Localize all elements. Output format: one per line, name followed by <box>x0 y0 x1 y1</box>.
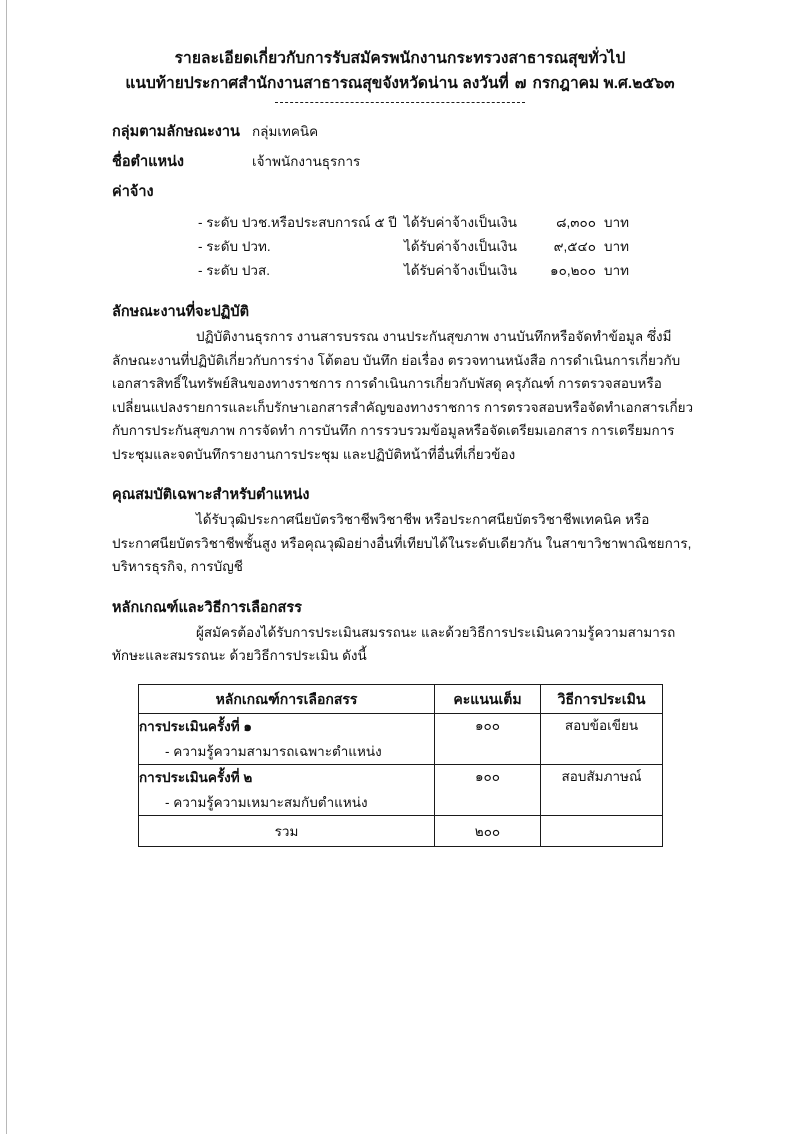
wage-text: ได้รับค่าจ้างเป็นเงิน <box>404 215 517 230</box>
work-group-value: กลุ่มเทคนิค <box>252 124 319 139</box>
header-dashed-divider <box>275 102 525 103</box>
wage-text: ได้รับค่าจ้างเป็นเงิน <box>404 239 517 254</box>
selection-body <box>112 621 708 668</box>
section-duties <box>0 299 800 466</box>
announcement-date-day: ๗ <box>514 75 527 92</box>
table-header-score: คะแนนเต็ม <box>435 684 541 713</box>
duties-text: ปฏิบัติงานธุรการ งานสารบรรณ งานประกันสุขภาพ งานบันทึกหรือจัดทำข้อมูล ซึ่งมีลักษณะงานที่ปฏิบัติเกี่ยวกับการร่าง โต้ตอบ บันทึก ย่อเรื่อง ตรวจทานหนังสือ การดำเนินการเกี่ยวกับเอกสารสิทธิ์ในทรัพย์สินของทางราชการ การดำเนินการเกี่ยวกับพัสดุ ครุภัณฑ์ การตรวจสอบหรือเปลี่ยนแปลงรายการและเก็บรักษาเอกสารสำคัญของทางราชการ การตรวจสอบหรือจัดทำเอกสารเกี่ยวกับการประกันสุขภาพ การจัดทำ การบันทึก การรวบรวมข้อมูลหรือจัดเตรียมเอกสาร การเตรียมการประชุมและจดบันทึกรายงานการประชุม และปฏิบัติหน้าที่อื่นที่เกี่ยวข้อง <box>112 329 694 462</box>
criteria-table-wrap <box>0 684 800 847</box>
field-row-work-group <box>112 117 800 147</box>
criteria-round-subitem: - ความรู้ความสามารถเฉพาะตำแหน่ง <box>165 743 382 759</box>
wage-amount: ๘,๓๐๐ <box>556 215 596 230</box>
wage-amount: ๙,๕๔๐ <box>553 239 596 254</box>
position-name-label: ชื่อตำแหน่ง <box>112 154 185 170</box>
wage-unit: บาท <box>604 239 630 254</box>
criteria-cell <box>139 764 435 815</box>
criteria-round-title: การประเมินครั้งที่ ๒ <box>139 769 253 785</box>
work-group-label: กลุ่มตามลักษณะงาน <box>112 124 240 140</box>
method-cell: สอบสัมภาษณ์ <box>541 764 663 815</box>
score-cell: ๑๐๐ <box>435 764 541 815</box>
criteria-round-title: การประเมินครั้งที่ ๑ <box>139 718 252 734</box>
wage-level: - ระดับ ปวช.หรือประสบการณ์ ๕ ปี <box>198 215 397 230</box>
field-row-position-name <box>112 147 800 177</box>
selection-heading: หลักเกณฑ์และวิธีการเลือกสรร <box>112 599 302 616</box>
field-row-wage <box>112 177 800 207</box>
criteria-round-subitem: - ความรู้ความเหมาะสมกับตำแหน่ง <box>165 794 368 810</box>
table-total-row <box>139 815 663 846</box>
section-selection <box>0 595 800 668</box>
position-name-value: เจ้าพนักงานธุรการ <box>252 154 361 169</box>
table-header-method: วิธีการประเมิน <box>541 684 663 713</box>
total-method-cell <box>541 815 663 846</box>
criteria-cell <box>139 713 435 764</box>
wage-amount: ๑๐,๒๐๐ <box>550 263 596 278</box>
wage-label: ค่าจ้าง <box>112 184 154 200</box>
table-row <box>139 713 663 764</box>
wage-level: - ระดับ ปวท. <box>198 239 271 254</box>
announcement-reference-text: แนบท้ายประกาศสำนักงานสาธารณสุขจังหวัดน่าน ลงวันที่ <box>125 75 509 92</box>
table-header-row <box>139 684 663 713</box>
document-title-line-1: รายละเอียดเกี่ยวกับการรับสมัครพนักงานกระทรวงสาธารณสุขทั่วไป <box>174 50 626 67</box>
wage-row <box>198 235 800 259</box>
duties-body <box>112 325 708 466</box>
table-header-criteria: หลักเกณฑ์การเลือกสรร <box>139 684 435 713</box>
criteria-table <box>138 684 663 847</box>
wage-list <box>0 211 800 283</box>
wage-row <box>198 211 800 235</box>
position-fields <box>0 117 800 207</box>
qualifications-text: ได้รับวุฒิประกาศนียบัตรวิชาชีพวิชาชีพ หรือประกาศนียบัตรวิชาชีพเทคนิค หรือประกาศนียบัตรวิชาชีพชั้นสูง หรือคุณวุฒิอย่างอื่นที่เทียบได้ในระดับเดียวกัน ในสาขาวิชาพาณิชยการ, บริหารธุรกิจ, การบัญชี <box>112 512 692 574</box>
section-qualifications <box>0 482 800 579</box>
qualifications-heading: คุณสมบัติเฉพาะสำหรับตำแหน่ง <box>112 487 310 503</box>
wage-row <box>198 259 800 283</box>
total-score-cell: ๒๐๐ <box>435 815 541 846</box>
wage-unit: บาท <box>604 263 630 278</box>
qualifications-body <box>112 508 708 579</box>
document-header <box>0 46 800 103</box>
document-title-line-2 <box>0 71 800 96</box>
table-row <box>139 764 663 815</box>
wage-unit: บาท <box>604 215 630 230</box>
duties-heading: ลักษณะงานที่จะปฏิบัติ <box>112 304 249 320</box>
wage-level: - ระดับ ปวส. <box>198 263 270 278</box>
method-cell: สอบข้อเขียน <box>541 713 663 764</box>
wage-text: ได้รับค่าจ้างเป็นเงิน <box>404 263 517 278</box>
announcement-date-month-year: กรกฎาคม พ.ศ.๒๕๖๓ <box>532 75 675 92</box>
total-label-cell: รวม <box>139 815 435 846</box>
selection-text: ผู้สมัครต้องได้รับการประเมินสมรรถนะ และด้วยวิธีการประเมินความรู้ความสามารถ ทักษะและสมรรถนะ ด้วยวิธีการประเมิน ดังนี้ <box>112 624 676 663</box>
score-cell: ๑๐๐ <box>435 713 541 764</box>
